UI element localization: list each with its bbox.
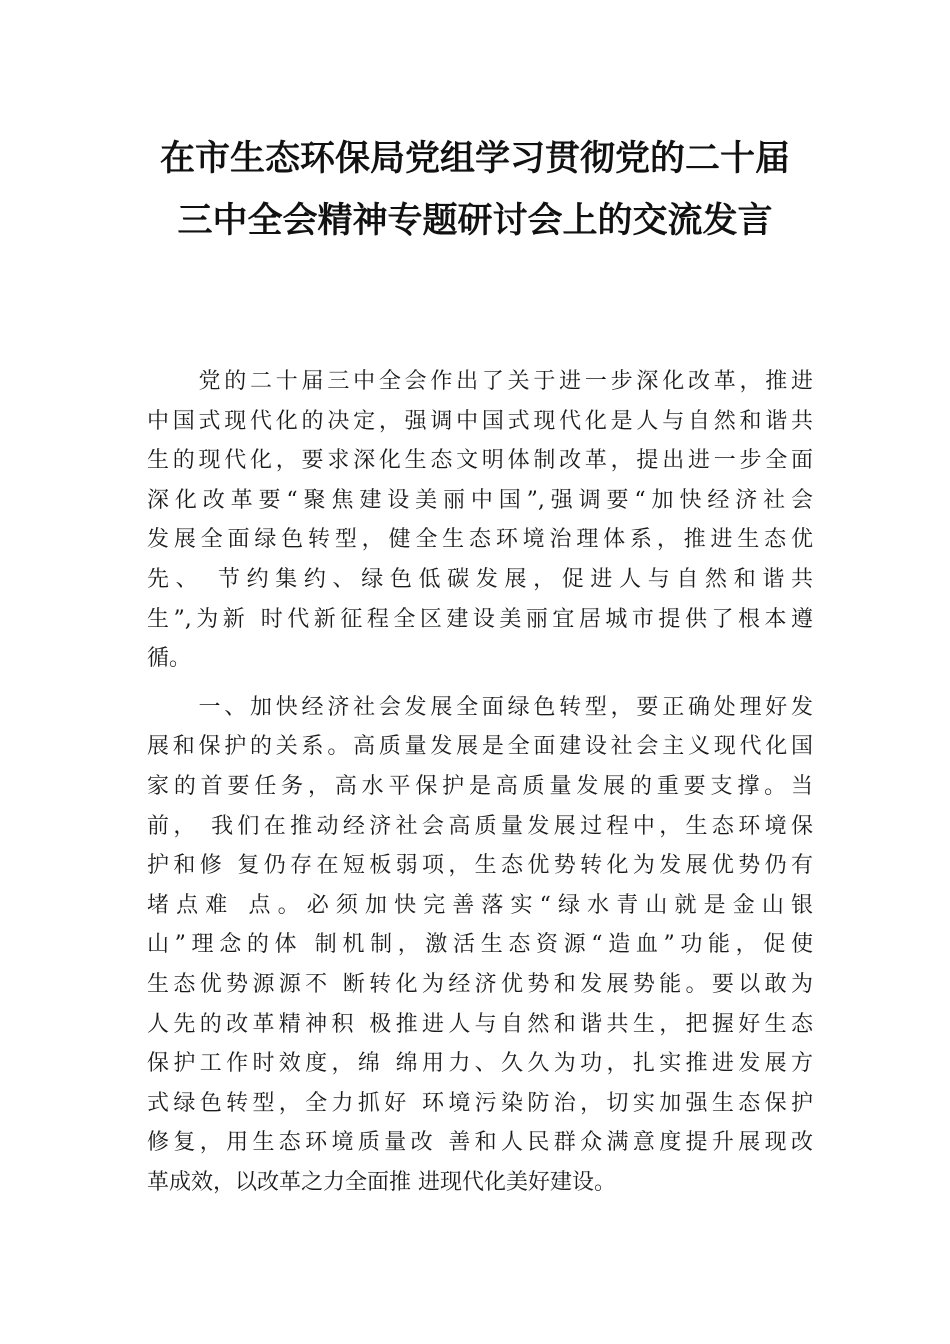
paragraph-line: 一、加快经济社会发展全面绿色转型，要正确处理好发	[147, 694, 813, 720]
paragraph-line: 式绿色转型，全力抓好 环境污染防治，切实加强生态保护	[147, 1090, 813, 1116]
paragraph-line: 护和修 复仍存在短板弱项，生态优势转化为发展优势仍有	[147, 853, 813, 879]
paragraph-line: 循。	[147, 646, 192, 672]
paragraph-1	[147, 362, 813, 679]
paragraph-line: 深化改革要“聚焦建设美丽中国”,强调要“加快经济社会	[147, 487, 813, 513]
document-title	[0, 128, 950, 252]
paragraph-line: 革成效，以改革之力全面推 进现代化美好建设。	[147, 1169, 616, 1195]
paragraph-line: 前， 我们在推动经济社会高质量发展过程中，生态环境保	[147, 813, 813, 839]
paragraph-line: 家的首要任务，高水平保护是高质量发展的重要支撑。当	[147, 773, 813, 799]
paragraph-line: 保护工作时效度，绵 绵用力、久久为功，扎实推进发展方	[147, 1051, 813, 1077]
title-line-2: 三中全会精神专题研讨会上的交流发言	[177, 201, 773, 241]
paragraph-line: 人先的改革精神积 极推进人与自然和谐共生，把握好生态	[147, 1011, 813, 1037]
paragraph-line: 党的二十届三中全会作出了关于进一步深化改革，推进	[147, 369, 813, 394]
paragraph-line: 生态优势源源不 断转化为经济优势和发展势能。要以敢为	[147, 971, 813, 997]
paragraph-line: 展和保护的关系。高质量发展是全面建设社会主义现代化国	[147, 734, 813, 760]
paragraph-line: 生的现代化，要求深化生态文明体制改革，提出进一步全面	[147, 448, 813, 474]
paragraph-line: 发展全面绿色转型，健全生态环境治理体系，推进生态优	[147, 527, 813, 553]
document-body	[147, 362, 813, 1202]
paragraph-line: 修复，用生态环境质量改 善和人民群众满意度提升展现改	[147, 1130, 813, 1156]
paragraph-line: 堵点难 点。必须加快完善落实“绿水青山就是金山银	[147, 892, 813, 918]
paragraph-line: 山”理念的体 制机制，激活生态资源“造血”功能，促使	[147, 932, 813, 958]
title-line-1: 在市生态环保局党组学习贯彻党的二十届	[159, 139, 790, 179]
paragraph-line: 生”,为新 时代新征程全区建设美丽宜居城市提供了根本遵	[147, 606, 813, 632]
paragraph-2	[147, 688, 813, 1203]
paragraph-line: 中国式现代化的决定，强调中国式现代化是人与自然和谐共	[147, 408, 813, 434]
paragraph-line: 先、 节约集约、绿色低碳发展，促进人与自然和谐共	[147, 566, 813, 592]
